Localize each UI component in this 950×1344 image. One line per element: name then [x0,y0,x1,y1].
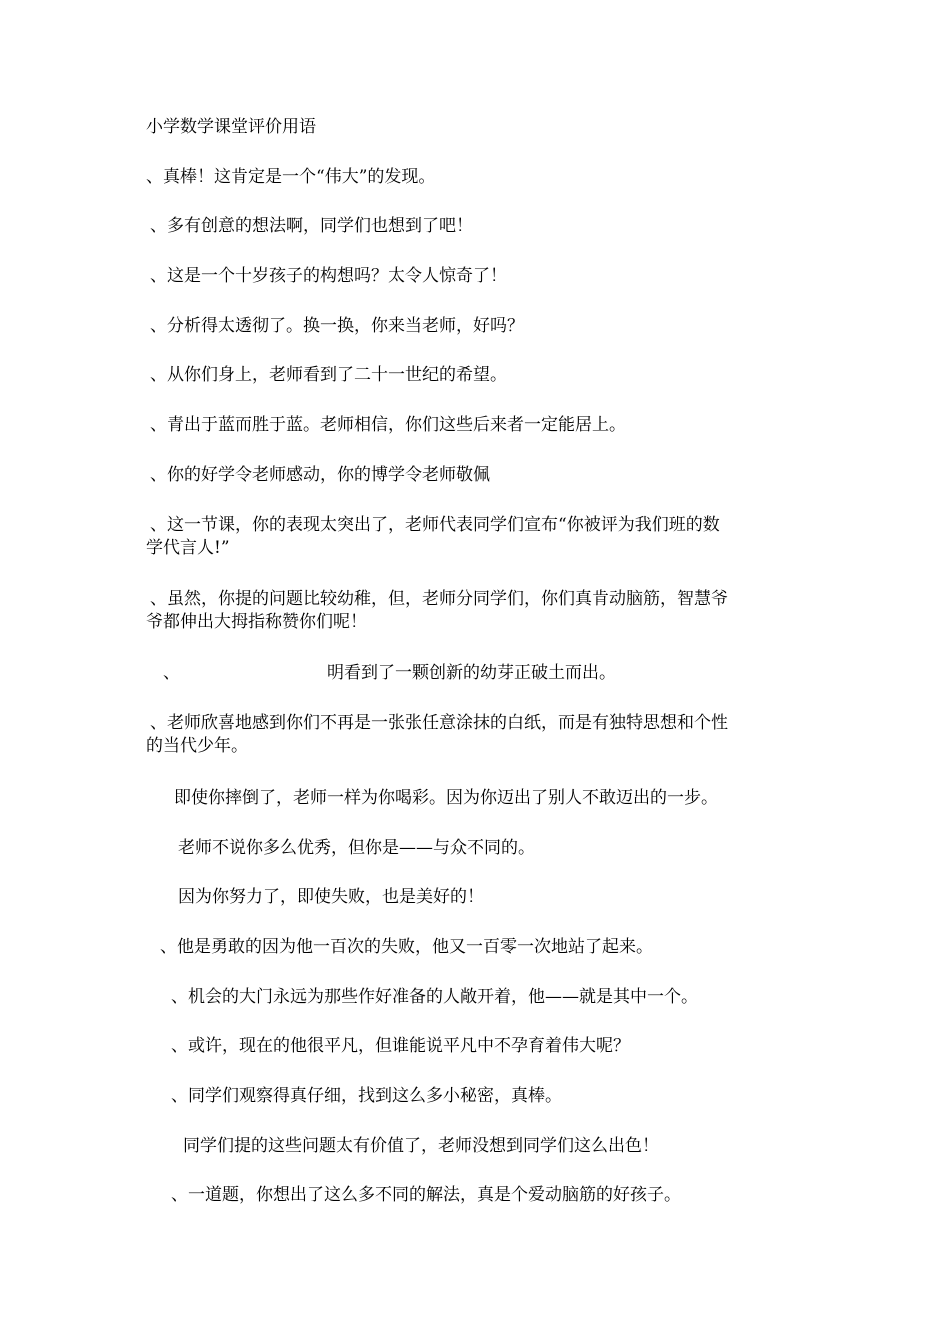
phrase-19: 同学们提的这些问题太有价值了，老师没想到同学们这么出色！ [183,1136,659,1156]
phrase-4: 、分析得太透彻了。换一换，你来当老师，好吗？ [150,316,524,336]
phrase-6: 、青出于蓝而胜于蓝。老师相信，你们这些后来者一定能居上。 [150,415,626,435]
phrase-17: 、或许，现在的他很平凡，但谁能说平凡中不孕育着伟大呢？ [171,1036,630,1056]
phrase-13: 老师不说你多么优秀，但你是——与众不同的。 [178,838,535,858]
phrase-3: 、这是一个十岁孩子的构想吗？太令人惊奇了！ [150,266,507,286]
phrase-9-line-2: 爷都伸出大拇指称赞你们呢！ [146,612,367,632]
phrase-20: 、一道题，你想出了这么多不同的解法，真是个爱动脑筋的好孩子。 [171,1185,681,1205]
document-title: 小学数学课堂评价用语 [146,117,316,137]
phrase-16: 、机会的大门永远为那些作好准备的人敞开着，他——就是其中一个。 [171,987,698,1007]
phrase-15: 、他是勇敢的因为他一百次的失败，他又一百零一次地站了起来。 [160,937,653,957]
phrase-8-line-1: 、这一节课，你的表现太突出了，老师代表同学们宣布“你被评为我们班的数 [150,515,720,535]
phrase-11 [146,712,811,758]
phrase-11-line-2: 的当代少年。 [146,736,248,756]
phrase-8 [146,514,811,560]
phrase-11-line-1: 、老师欣喜地感到你们不再是一张张任意涂抹的白纸，而是有独特思想和个性 [150,713,728,733]
phrase-9 [146,588,811,634]
phrase-1: 、真棒！这肯定是一个“伟大”的发现。 [146,167,436,187]
phrase-10: 明看到了一颗创新的幼芽正破土而出。 [327,663,616,683]
phrase-18: 、同学们观察得真仔细，找到这么多小秘密，真棒。 [171,1086,562,1106]
phrase-5: 、从你们身上，老师看到了二十一世纪的希望。 [150,365,507,385]
phrase-12: 即使你摔倒了，老师一样为你喝彩。因为你迈出了别人不敢迈出的一步。 [174,788,718,808]
phrase-14: 因为你努力了，即使失败，也是美好的！ [178,887,484,907]
phrase-8-line-2: 学代言人!” [146,538,230,558]
phrase-9-line-1: 、虽然，你提的问题比较幼稚，但，老师分同学们，你们真肯动脑筋，智慧爷 [150,589,728,609]
phrase-10-prefix: 、 [163,663,180,683]
phrase-2: 、多有创意的想法啊，同学们也想到了吧！ [150,216,473,236]
phrase-7: 、你的好学令老师感动，你的博学令老师敬佩 [150,465,490,485]
